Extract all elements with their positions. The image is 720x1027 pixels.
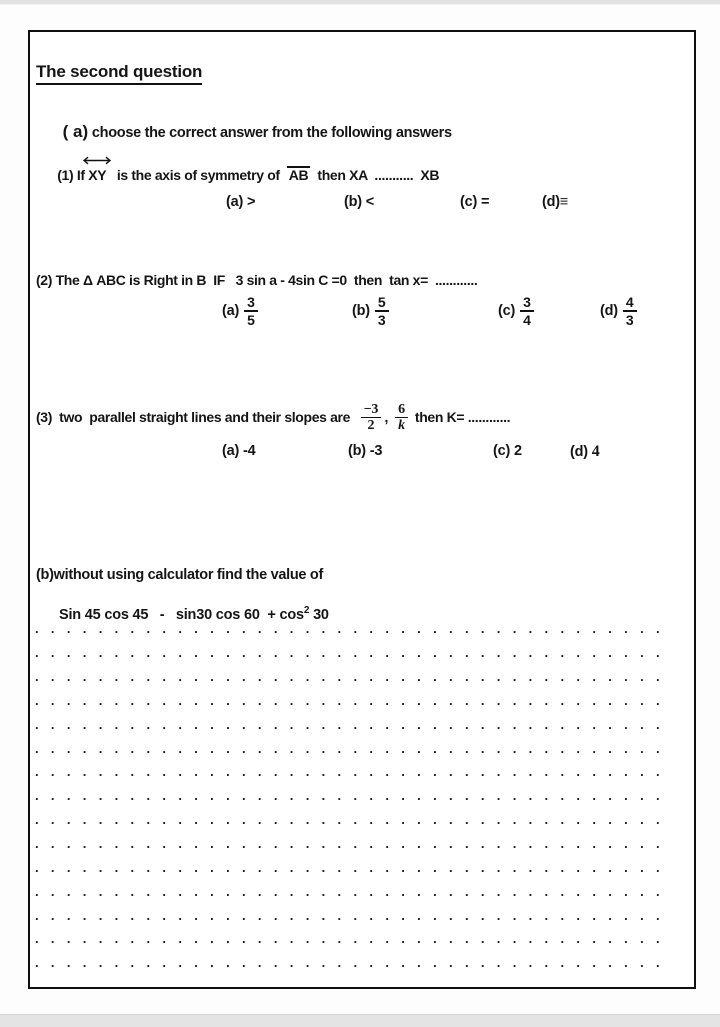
bottom-edge-bar: [0, 1014, 720, 1027]
option-label: (d): [570, 444, 588, 460]
answer-line: . . . . . . . . . . . . . . . . . . . . . . . . . . . . . . . . . . . . . . . .: [35, 764, 660, 780]
expression-tail: 30: [309, 607, 329, 623]
fraction-denominator: 5: [247, 312, 255, 328]
fraction-denominator: k: [398, 417, 405, 433]
answer-line: . . . . . . . . . . . . . . . . . . . . . . . . . . . . . . . . . . . . . . . .: [35, 716, 660, 732]
double-arrow-overline-icon: [82, 156, 112, 165]
fraction-numerator: 3: [244, 294, 258, 312]
fraction-numerator: 6: [395, 402, 408, 418]
answer-line: . . . . . . . . . . . . . . . . . . . . . . . . . . . . . . . . . . . . . . . .: [35, 883, 660, 899]
answer-line: . . . . . . . . . . . . . . . . . . . . . . . . . . . . . . . . . . . . . . . .: [35, 859, 660, 875]
option-label: (c): [493, 443, 511, 459]
q3-prefix: (3) two parallel straight lines and their slopes are: [36, 409, 361, 425]
top-edge-bar: [0, 0, 720, 5]
option-label: (a): [222, 443, 240, 459]
answer-line: . . . . . . . . . . . . . . . . . . . . . . . . . . . . . . . . . . . . . . . .: [35, 931, 660, 947]
page-title: The second question: [36, 62, 202, 85]
q1-mid: is the axis of symmetry of: [106, 167, 287, 183]
options-row-q1: [30, 194, 694, 218]
q3-option-c: [493, 443, 522, 459]
worksheet-page: [28, 30, 696, 989]
fraction: [520, 294, 534, 328]
part-b-heading: (b)without using calculator find the value of: [36, 567, 323, 583]
section-a-text: choose the correct answer from the following answers: [88, 125, 452, 141]
q3-suffix: then K= ............: [407, 409, 511, 425]
option-value: ≡: [559, 194, 569, 210]
answer-line: . . . . . . . . . . . . . . . . . . . . . . . . . . . . . . . . . . . . . . . .: [35, 669, 660, 685]
option-value: 2: [513, 443, 522, 459]
slope-fraction-2: [395, 402, 408, 433]
q3-comma: ,: [380, 409, 396, 425]
answer-line: . . . . . . . . . . . . . . . . . . . . . . . . . . . . . . . . . . . . . . . .: [35, 621, 660, 637]
fraction: [375, 294, 389, 328]
option-label: (d): [600, 303, 618, 319]
option-label: (b): [348, 443, 366, 459]
fraction: [244, 294, 258, 328]
question-3-text: [36, 396, 510, 438]
expression-text: Sin 45 cos 45 - sin30 cos 60 + cos: [58, 607, 304, 623]
ab-segment: [287, 166, 311, 183]
q3-option-b: [348, 443, 382, 459]
q2-option-b: [352, 294, 389, 328]
option-value: >: [246, 194, 256, 210]
option-value: 4: [591, 443, 600, 460]
xy-segment: [88, 164, 106, 186]
answer-line: . . . . . . . . . . . . . . . . . . . . . . . . . . . . . . . . . . . . . . . .: [35, 836, 660, 852]
q1-option-b: [344, 194, 374, 210]
q2-option-c: [498, 294, 534, 328]
q1-option-c: [460, 194, 489, 210]
answer-line: . . . . . . . . . . . . . . . . . . . . . . . . . . . . . . . . . . . . . . . .: [35, 740, 660, 756]
q1-option-d: [542, 194, 568, 210]
cos-squared-exponent: 2: [303, 605, 310, 616]
answer-line: . . . . . . . . . . . . . . . . . . . . . . . . . . . . . . . . . . . . . . . .: [35, 907, 660, 923]
fraction-denominator: 3: [377, 312, 386, 328]
fraction-denominator: 4: [523, 312, 531, 328]
slope-fraction-1: [361, 402, 381, 433]
fraction-numerator: −3: [361, 402, 381, 418]
option-label: (b): [344, 194, 362, 210]
section-a-label: ( a): [62, 122, 89, 141]
fraction-denominator: 3: [625, 312, 634, 328]
answer-lines-area: [35, 617, 692, 975]
fraction-numerator: 5: [375, 294, 389, 312]
fraction-numerator: 4: [623, 294, 637, 312]
option-label: (c): [498, 303, 516, 319]
q2-option-a: [222, 294, 258, 328]
option-value: -3: [369, 443, 383, 459]
q2-option-d: [600, 294, 637, 328]
fraction-denominator: 2: [367, 417, 375, 433]
q1-prefix: (1) If: [57, 167, 89, 183]
q1-xy-label: XY: [88, 167, 107, 183]
answer-line: . . . . . . . . . . . . . . . . . . . . . . . . . . . . . . . . . . . . . . . .: [35, 645, 660, 661]
option-label: (d): [542, 194, 560, 210]
answer-line: . . . . . . . . . . . . . . . . . . . . . . . . . . . . . . . . . . . . . . . .: [35, 692, 660, 708]
answer-line: . . . . . . . . . . . . . . . . . . . . . . . . . . . . . . . . . . . . . . . .: [35, 788, 660, 804]
answer-line: . . . . . . . . . . . . . . . . . . . . . . . . . . . . . . . . . . . . . . . .: [35, 955, 660, 971]
option-label: (b): [352, 303, 370, 319]
answer-line: . . . . . . . . . . . . . . . . . . . . . . . . . . . . . . . . . . . . . . . .: [35, 812, 660, 828]
option-label: (c): [460, 194, 478, 210]
q1-option-a: [226, 194, 255, 210]
q3-option-a: [222, 443, 255, 459]
option-value: -4: [242, 443, 256, 459]
options-row-q3: [30, 443, 694, 467]
q3-option-d: [570, 443, 600, 461]
fraction: [623, 294, 637, 328]
fraction-numerator: 3: [520, 294, 534, 312]
option-label: (a): [222, 303, 240, 319]
option-value: =: [480, 194, 490, 210]
question-2-text: (2) The Δ ABC is Right in B IF 3 sin a - 4sin C =0 then tan x= ............: [36, 272, 478, 288]
option-label: (a): [226, 194, 244, 210]
options-row-q2: [30, 294, 694, 336]
option-value: <: [365, 194, 375, 210]
q1-suffix: then XA ........... XB: [310, 167, 440, 183]
q1-ab-label: AB: [288, 167, 309, 183]
